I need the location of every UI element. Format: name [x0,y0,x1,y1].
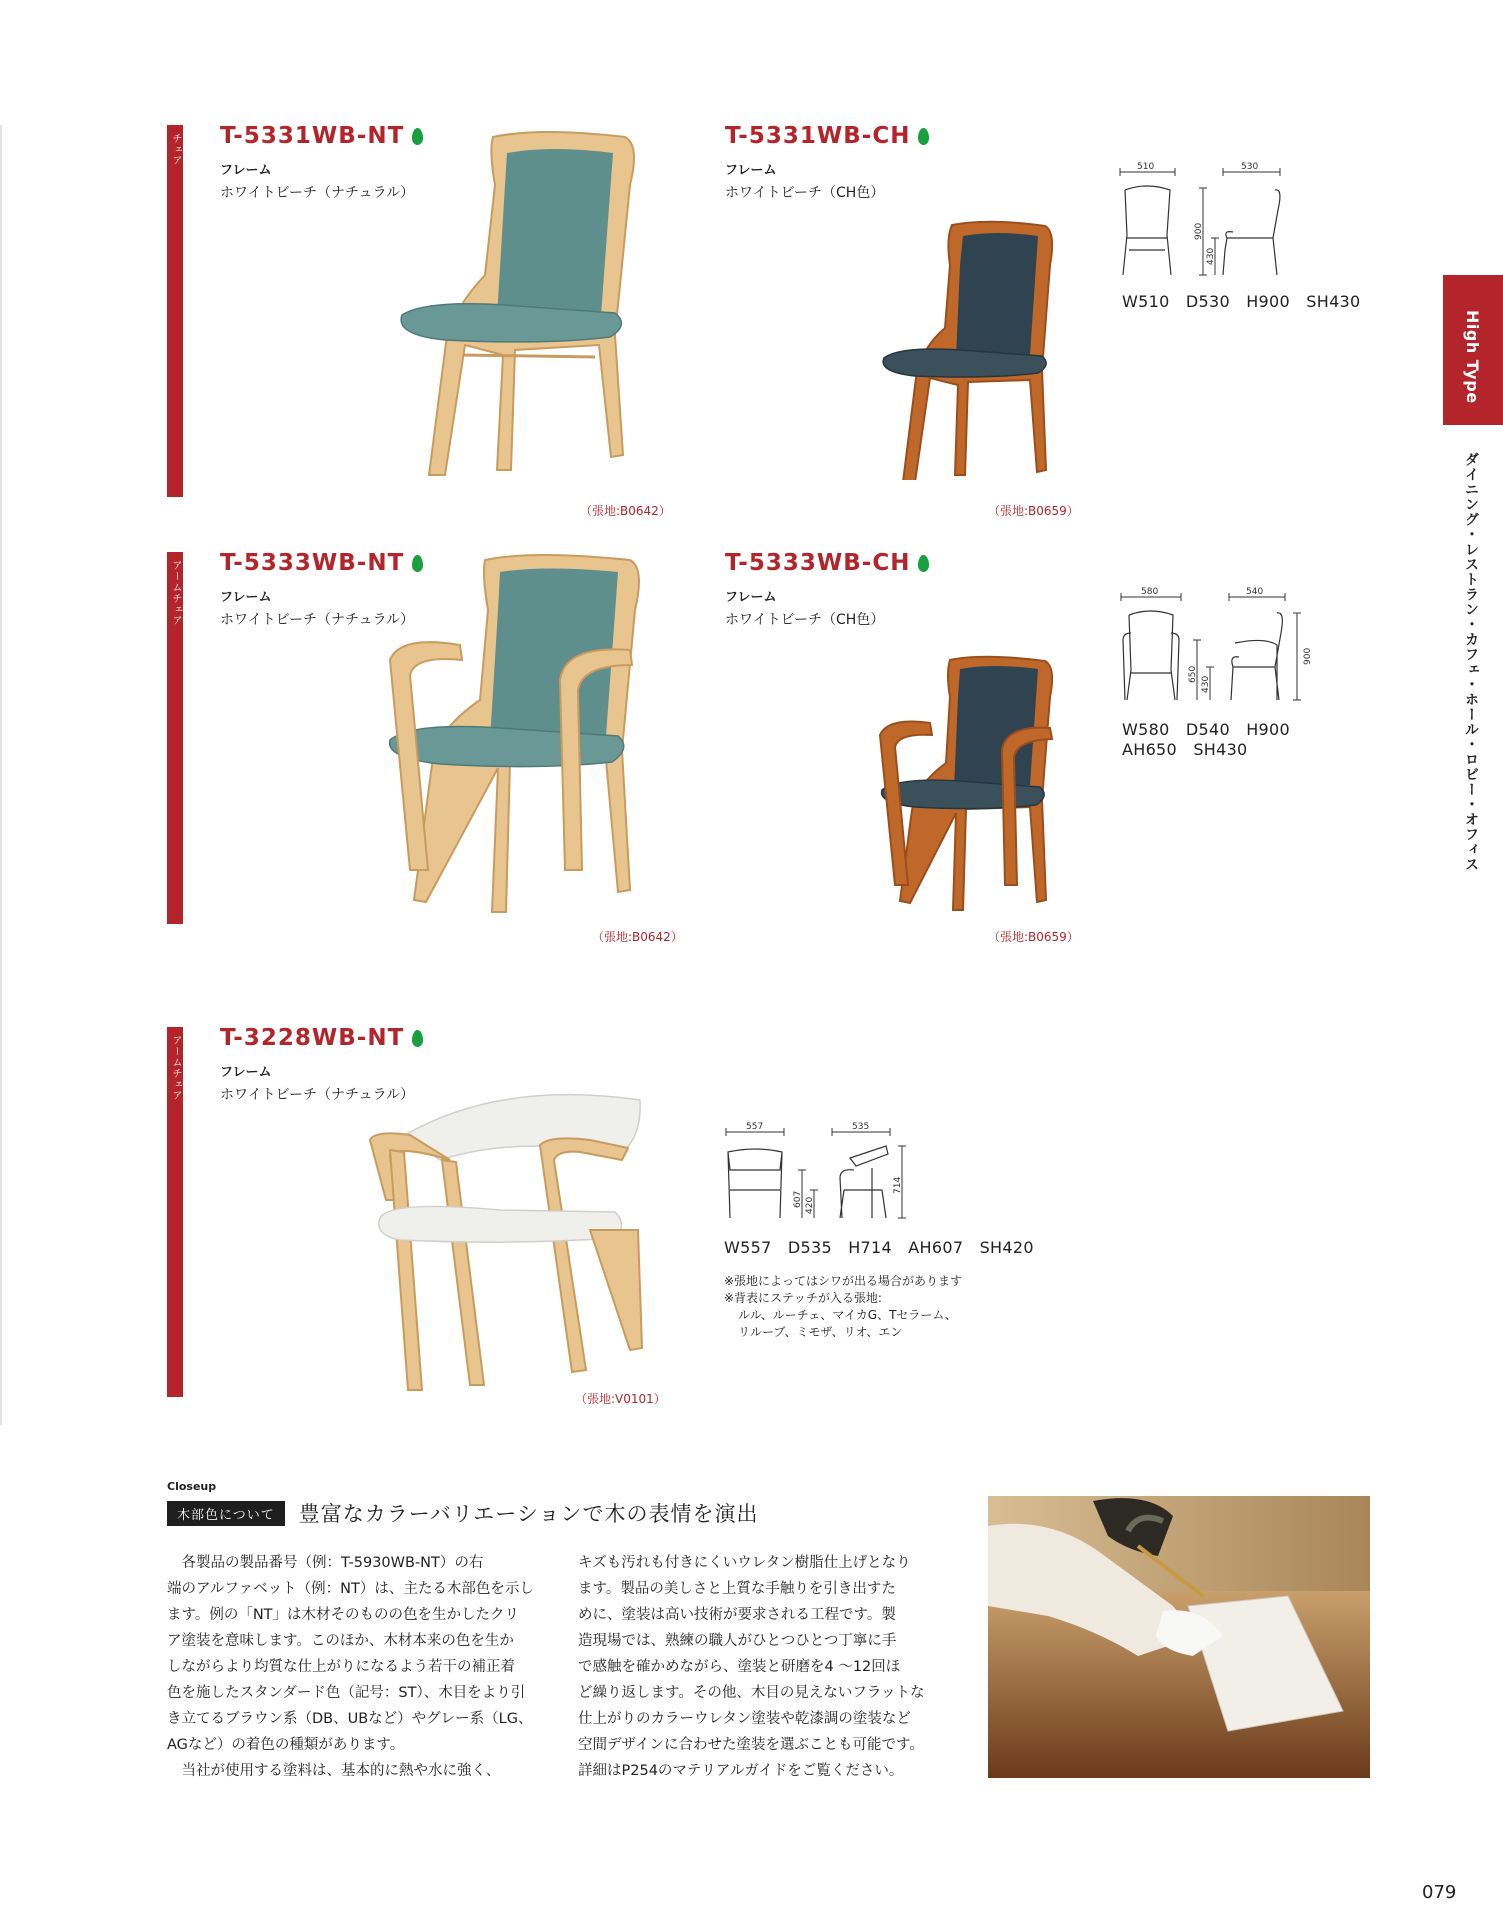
note-line: ※背表にステッチが入る張地: [724,1291,882,1305]
chair-image-t5333wb-ch [860,655,1080,915]
note-line: リルーブ、ミモザ、リオ、エン [738,1325,903,1339]
frame-label: フレーム [725,163,777,178]
body-line: で感触を確かめながら、塗装と研磨を4 〜12回ほ [578,1659,901,1675]
note-line: ルル、ルーチェ、マイカG、Tセラーム、 [738,1308,957,1322]
body-line: 各製品の製品番号（例：T-5930WB-NT）の右 [167,1555,484,1571]
frame-label: フレーム [220,1065,272,1080]
dimension-drawing-3 [722,1120,922,1225]
section-bar-armchair-2 [167,1027,183,1397]
dimension-text: W510 D530 H900 SH430 [1122,292,1361,311]
frame-value: ホワイトビーチ（ナチュラル） [220,1087,415,1103]
drawing-h-value: 714 [893,1176,903,1194]
frame-value: ホワイトビーチ（ナチュラル） [220,612,415,628]
drawing-w-value: 510 [1137,162,1155,172]
section-category-label: アームチェア [170,1035,181,1101]
page-number: 079 [1422,1882,1457,1903]
frame-value: ホワイトビーチ（ナチュラル） [220,185,415,201]
drawing-sh-value: 430 [1201,675,1211,693]
drawing-h-value: 900 [1303,647,1313,665]
section-category-label: チェア [170,133,181,166]
body-line: AGなど）の着色の種類があります。 [167,1737,405,1753]
frame-label: フレーム [725,590,777,605]
drawing-w-value: 580 [1141,587,1159,597]
body-line: 当社が使用する塗料は、基本的に熱や水に強く、 [167,1763,501,1779]
eco-leaf-icon [412,1030,423,1047]
body-line: しながらより均質な仕上がりになるよう若干の補正着 [167,1659,515,1675]
dimension-line-2: AH650 SH430 [1122,740,1248,759]
eco-leaf-icon [918,128,929,145]
chair-image-t3228wb-nt [360,1090,660,1400]
frame-label: フレーム [220,163,272,178]
model-number: T-5333WB-CH [725,550,911,576]
page-edge-line [0,125,2,1425]
fabric-caption: （張地:B0659） [988,504,1079,518]
side-tab-label: High Type [1463,310,1482,404]
closeup-heading [167,1498,758,1528]
section-category-label: アームチェア [170,560,181,626]
drawing-sh-value: 430 [1206,247,1216,265]
model-number: T-3228WB-NT [220,1025,405,1051]
body-line: ます。例の「NT」は木材そのものの色を生かしたクリ [167,1607,520,1623]
body-line: 色を施したスタンダード色（記号：ST）、木目をより引 [167,1685,526,1701]
body-line: ます。製品の美しさと上質な手触りを引き出すた [578,1581,896,1597]
body-line: めに、塗装は高い技術が要求される工程です。製 [578,1607,896,1623]
chair-image-t5331wb-ch [870,220,1080,480]
drawing-sh-value: 420 [805,1196,815,1214]
fabric-caption: （張地:V0101） [575,1392,666,1406]
body-line: 端のアルファベット（例：NT）は、主たる木部色を示し [167,1581,534,1597]
closeup-label: Closeup [167,1480,217,1493]
product-block-t5331wb-ch [725,123,929,202]
body-line: ど繰り返します。その他、木目の見えないフラットな [578,1685,925,1701]
fabric-notes [724,1273,962,1341]
drawing-d-value: 540 [1246,587,1264,597]
dimension-drawing-2 [1115,585,1335,710]
body-line: キズも汚れも付きにくいウレタン樹脂仕上げとなり [578,1555,911,1571]
drawing-d-value: 530 [1241,162,1259,172]
frame-value: ホワイトビーチ（CH色） [725,612,885,628]
fabric-caption: （張地:B0642） [580,504,671,518]
closeup-body-col1 [167,1550,547,1784]
model-number: T-5333WB-NT [220,550,405,576]
side-category-text: ダイニング・レストラン・カフェ・ホール・ロビー・オフィス [1463,452,1479,872]
drawing-d-value: 535 [852,1122,870,1132]
side-tab-high-type [1443,275,1503,425]
drawing-h-value: 900 [1194,222,1204,240]
body-line: き立てるブラウン系（DB、UBなど）やグレー系（LG、 [167,1711,533,1727]
product-block-t5333wb-ch [725,550,929,629]
drawing-ah-value: 650 [1188,665,1198,683]
section-bar-armchair [167,552,183,924]
body-line: 仕上がりのカラーウレタン塗装や乾漆調の塗装など [578,1711,911,1727]
painting-photo [988,1496,1370,1778]
dimension-drawing-1 [1115,160,1340,290]
note-line: ※張地によってはシワが出る場合があります [724,1274,963,1288]
closeup-headline: 豊富なカラーバリエーションで木の表情を演出 [298,1502,759,1526]
drawing-w-value: 557 [746,1122,764,1132]
eco-leaf-icon [918,555,929,572]
dimension-line-1: W580 D540 H900 [1122,720,1290,739]
body-line: 空間デザインに合わせた塗装を選ぶことも可能です。 [578,1737,924,1753]
chair-image-t5333wb-nt [360,550,660,920]
model-number: T-5331WB-CH [725,123,911,149]
dimension-text [1122,720,1290,760]
fabric-caption: （張地:B0659） [988,930,1079,944]
closeup-badge: 木部色について [167,1501,285,1526]
body-line: 造現場では、熟練の職人がひとつひとつ丁寧に手 [578,1633,897,1649]
frame-value: ホワイトビーチ（CH色） [725,185,885,201]
fabric-caption: （張地:B0642） [592,930,683,944]
body-line: ア塗装を意味します。このほか、木材本来の色を生か [167,1633,514,1649]
dimension-text: W557 D535 H714 AH607 SH420 [724,1238,1034,1257]
chair-image-t5331wb-nt [385,125,660,490]
model-number: T-5331WB-NT [220,123,405,149]
body-line: 詳細はP254のマテリアルガイドをご覧ください。 [578,1763,904,1779]
section-bar-chair [167,125,183,497]
drawing-ah-value: 607 [793,1190,803,1208]
frame-label: フレーム [220,590,272,605]
closeup-body-col2 [578,1550,958,1784]
